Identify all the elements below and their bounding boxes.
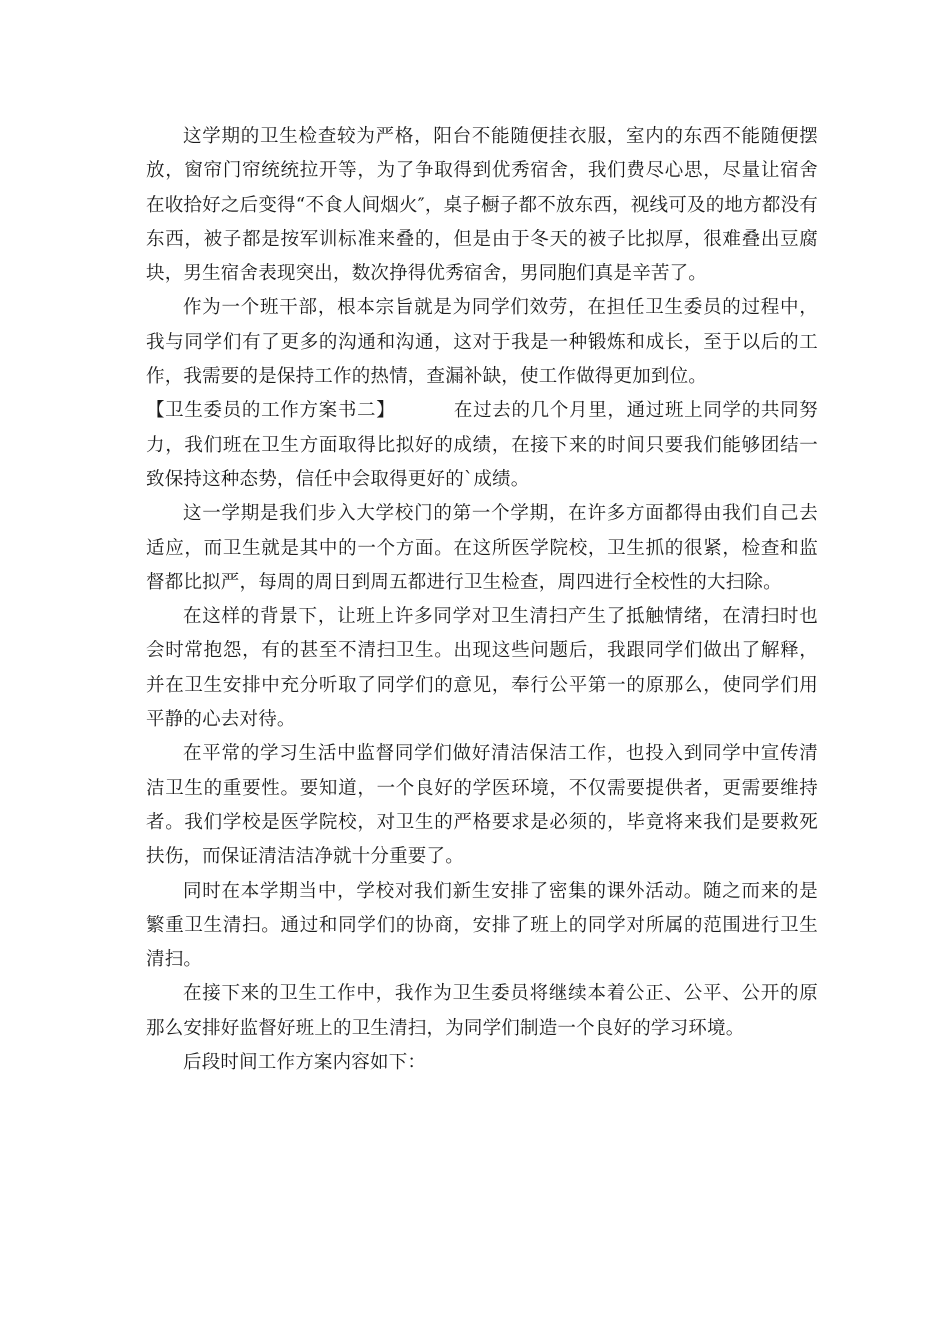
paragraph-class-cadre: 作为一个班干部，根本宗旨就是为同学们效劳，在担任卫生委员的过程中，我与同学们有了更多的沟通和沟通，这对于我是一种锻炼和成长，至于以后的工作，我需要的是保持工作的热情，查漏补缺，使工作做得更加到位。 bbox=[146, 297, 818, 388]
paragraph-first-semester: 这一学期是我们步入大学校门的第一个学期，在许多方面都得由我们自己去适应，而卫生就是其中的一个方面。在这所医学院校，卫生抓的很紧，检查和监督都比拟严，每周的周日到周五都进行卫生检查，周四进行全校性的大扫除。 bbox=[146, 503, 818, 593]
paragraph-extracurricular: 同时在本学期当中，学校对我们新生安排了密集的课外活动。随之而来的是繁重卫生清扫。通过和同学们的协商，安排了班上的同学对所属的范围进行卫生清扫。 bbox=[146, 880, 818, 971]
paragraph-next-work: 在接下来的卫生工作中，我作为卫生委员将继续本着公正、公平、公开的原那么安排好监督好班上的卫生清扫，为同学们制造一个良好的学习环境。 bbox=[146, 983, 818, 1039]
paragraph-plan-intro: 后段时间工作方案内容如下： bbox=[183, 1052, 427, 1074]
document-body bbox=[146, 120, 818, 1080]
section-intro: 在过去的几个月里，通过班上同学的共同努力，我们班在卫生方面取得比拟好的成绩，在接下来的时间只要我们能够团结一致保持这种态势，信任中会取得更好的`成绩。 bbox=[146, 400, 818, 490]
paragraph-daily-supervision: 在平常的学习生活中监督同学们做好清洁保洁工作，也投入到同学中宣传清洁卫生的重要性。要知道，一个良好的学医环境，不仅需要提供者，更需要维持者。我们学校是医学院校，对卫生的严格要求是必须的，毕竟将来我们是要救死扶伤，而保证清洁洁净就十分重要了。 bbox=[146, 743, 818, 868]
section-heading: 【卫生委员的工作方案书二】 bbox=[146, 400, 396, 422]
paragraph-background: 在这样的背景下，让班上许多同学对卫生清扫产生了抵触情绪，在清扫时也会时常抱怨，有的甚至不清扫卫生。出现这些问题后，我跟同学们做出了解释，并在卫生安排中充分听取了同学们的意见，奉行公平第一的原那么，使同学们用平静的心去对待。 bbox=[146, 606, 818, 731]
section-two bbox=[146, 394, 818, 497]
paragraph-dorm-inspection: 这学期的卫生检查较为严格，阳台不能随便挂衣服，室内的东西不能随便摆放，窗帘门帘统统拉开等，为了争取得到优秀宿舍，我们费尽心思，尽量让宿舍在收拾好之后变得“不食人间烟火″，桌子橱子都不放东西，视线可及的地方都没有东西，被子都是按军训标准来叠的，但是由于冬天的被子比拟厚，很难叠出豆腐块，男生宿舍表现突出，数次挣得优秀宿舍，男同胞们真是辛苦了。 bbox=[146, 126, 818, 285]
